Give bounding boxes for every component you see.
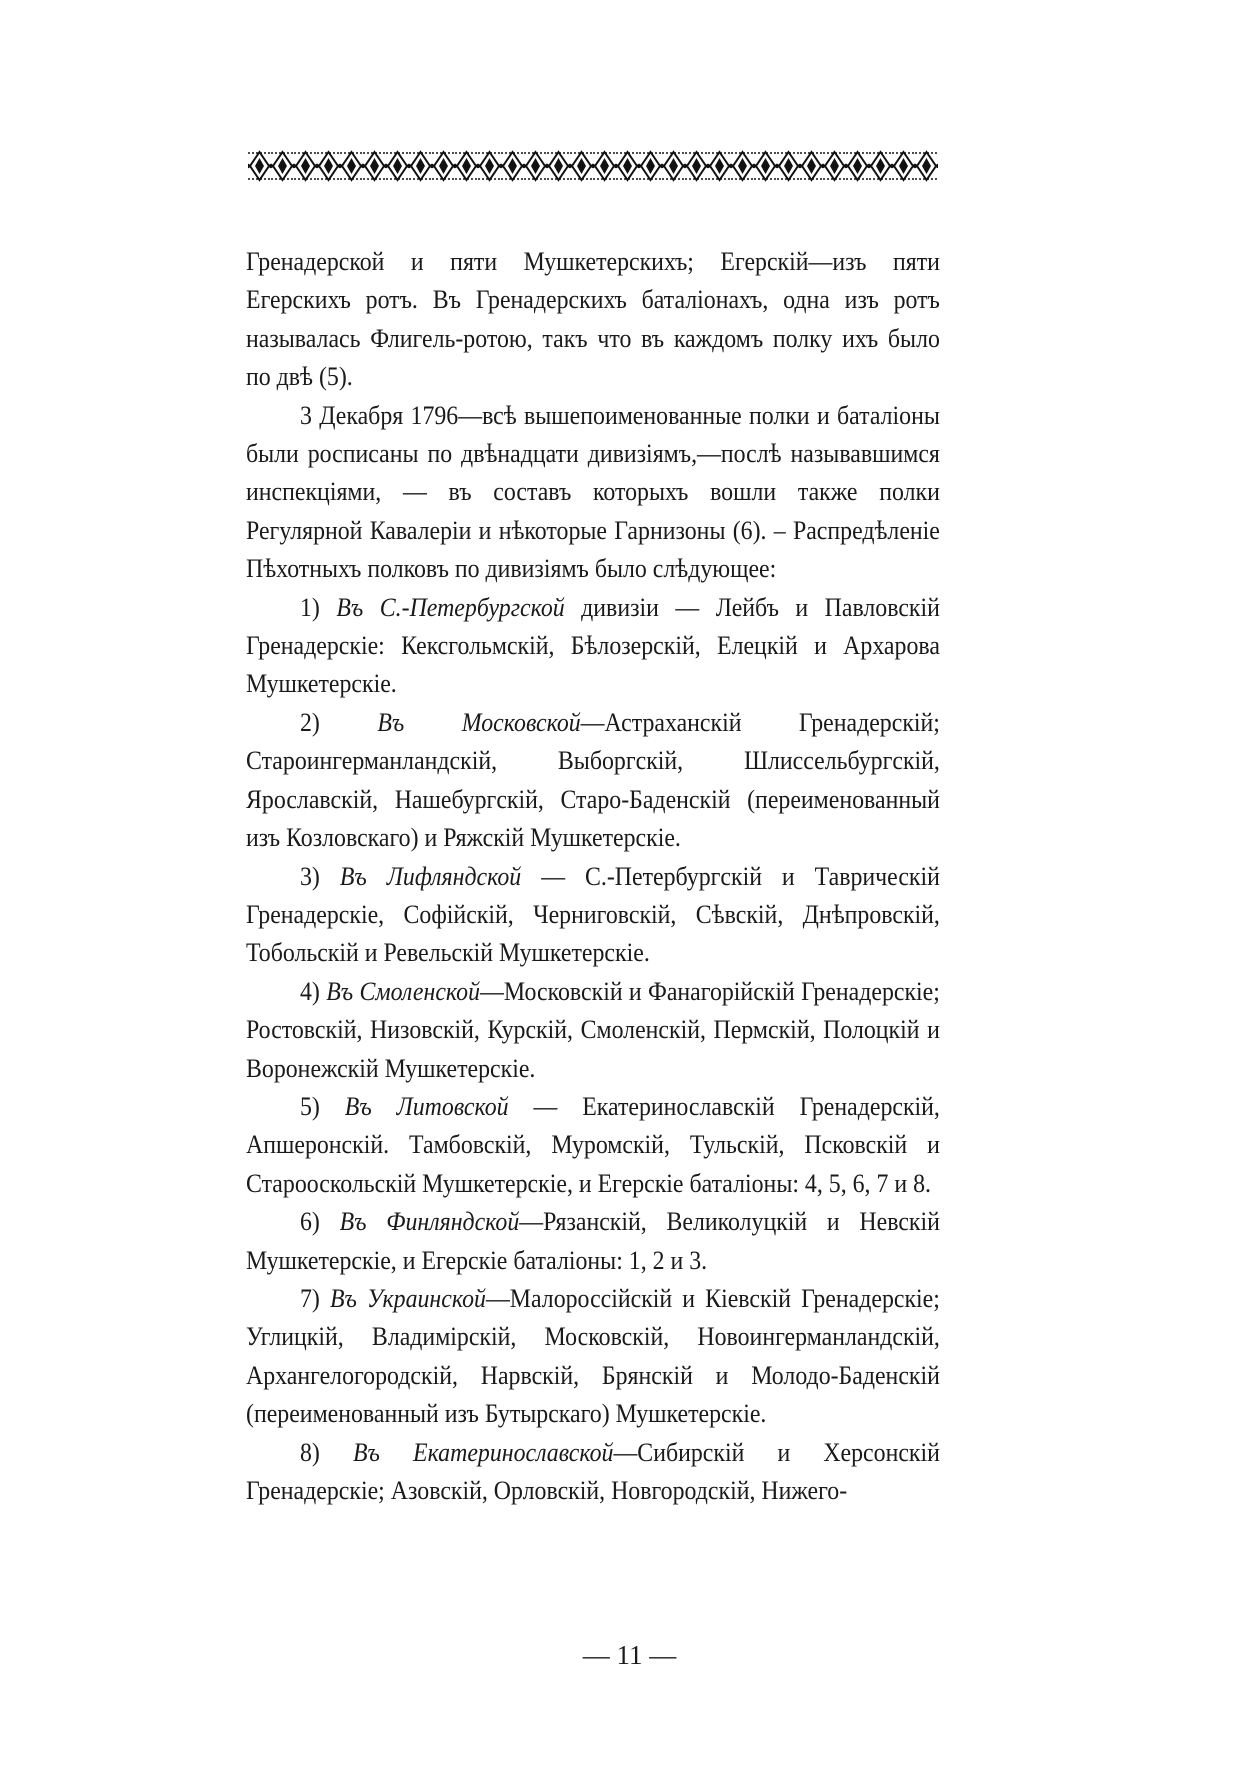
division-title: Въ С.-Петербургской <box>336 591 565 622</box>
paragraph-text: Гренадерской и пяти Мушкетерскихъ; Егерскій—изъ пяти Егерскихъ ротъ. Въ Гренадерскихъ баталіонахъ, одна изъ ротъ называлась Флигель-ротою, такъ что въ каждомъ полку ихъ было по двѣ (5). <box>246 246 940 392</box>
division-item-4 <box>246 972 940 1087</box>
division-number: 7) <box>300 1282 320 1313</box>
division-item-7 <box>246 1279 940 1433</box>
division-number: 1) <box>300 591 320 622</box>
division-text: —Рязанскій, Великолуцкій и Невскій Мушкетерскіе, и Егерскіе баталіоны: 1, 2 и 3. <box>246 1206 940 1275</box>
division-title: Въ Смоленской <box>326 975 481 1006</box>
page-body-text <box>246 242 940 1509</box>
division-text: —Сибирскій и Херсонскій Гренадерскіе; Азовскій, Орловскій, Новгородскій, Нижего- <box>246 1436 940 1505</box>
division-title: Въ Московской <box>377 706 581 737</box>
division-text: — Екатеринославскій Гренадерскій, Апшеронскій. Тамбовскій, Муромскій, Тульскій, Псковскій и Старооскольскій Мушкетерскіе, и Егерскіе баталіоны: 4, 5, 6, 7 и 8. <box>246 1090 940 1198</box>
division-number: 8) <box>300 1436 320 1467</box>
division-text: —Московскій и Фанагорійскій Гренадерскіе; Ростовскій, Низовскій, Курскій, Смоленскій, Пермскій, Полоцкій и Воронежскій Мушкетерскіе. <box>246 975 940 1083</box>
division-text: дивизіи — Лейбъ и Павловскій Гренадерскіе: Кексгольмскій, Бѣлозерскій, Елецкій и Архарова Мушкетерскіе. <box>246 591 940 699</box>
division-item-2 <box>246 703 940 857</box>
division-title: Въ Финляндской <box>339 1206 520 1237</box>
division-number: 5) <box>300 1090 320 1121</box>
division-title: Въ Лифляндской <box>339 860 522 891</box>
division-number: 6) <box>300 1206 320 1237</box>
division-number: 2) <box>300 706 320 737</box>
page-number: — 11 — <box>582 1640 677 1670</box>
division-item-6 <box>246 1202 940 1279</box>
division-title: Въ Украинской <box>329 1282 486 1313</box>
division-title: Въ Литовской <box>344 1090 509 1121</box>
division-item-8 <box>246 1433 940 1510</box>
division-item-1 <box>246 588 940 703</box>
division-item-5 <box>246 1087 940 1202</box>
division-text: —Малороссійскій и Кіевскій Гренадерскіе; Углицкій, Владимірскій, Московскій, Новоингерманландскій, Архангелогородскій, Нарвскій, Брянскій и Молодо-Баденскій (переименованный изъ Бутырскаго) Мушкетерскіе. <box>246 1282 940 1429</box>
division-number: 3) <box>300 860 320 891</box>
division-item-3 <box>246 857 940 972</box>
decorative-ornament-border <box>248 150 938 182</box>
division-title: Въ Екатеринославской <box>352 1436 614 1467</box>
division-text: —Астраханскій Гренадерскій; Староингерманландскій, Выборгскій, Шлиссельбургскій, Ярославскій, Нашебургскій, Старо-Баденскій (переименованный изъ Козловскаго) и Ряжскій Мушкетерскіе. <box>246 706 940 853</box>
division-number: 4) <box>300 975 320 1006</box>
paragraph-continuation <box>246 242 940 396</box>
paragraph-divisions-intro <box>246 396 940 588</box>
paragraph-text: 3 Декабря 1796—всѣ вышепоименованные полки и баталіоны были росписаны по двѣнадцати дивизіямъ,—послѣ называвшимся инспекціями, — въ составъ которыхъ вошли также полки Регулярной Кавалеріи и нѣкоторые Гарнизоны (6). – Распредѣленіе Пѣхотныхъ полковъ по дивизіямъ было слѣдующее: <box>246 399 940 584</box>
division-text: — С.-Петербургскій и Таврическій Гренадерскіе, Софійскій, Черниговскій, Сѣвскій, Днѣпровскій, Тобольскій и Ревельскій Мушкетерскіе. <box>246 860 940 968</box>
